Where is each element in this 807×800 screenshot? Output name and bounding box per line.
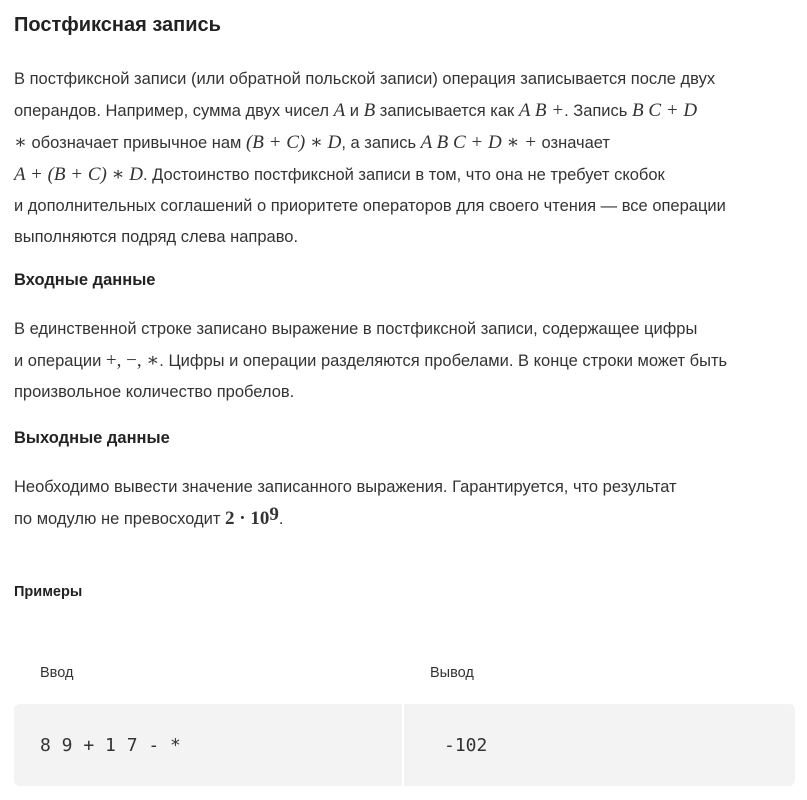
statement-text: обозначает привычное нам bbox=[26, 134, 246, 152]
examples-heading: Примеры bbox=[14, 584, 83, 600]
output-heading: Выходные данные bbox=[14, 429, 170, 447]
statement-text: . Достоинство постфиксной записи в том, что она не требует скобок bbox=[142, 166, 665, 184]
input-heading: Входные данные bbox=[14, 271, 156, 289]
statement-line-3 bbox=[14, 127, 799, 159]
statement-text: записывается как bbox=[375, 102, 519, 120]
math-exponent: 9 bbox=[269, 504, 279, 525]
output-line-1 bbox=[14, 472, 799, 503]
statement-text: выполняются подряд слева направо. bbox=[14, 228, 299, 246]
input-text: . Цифры и операции разделяются пробелами. В конце строки может быть bbox=[159, 352, 728, 370]
input-line-3 bbox=[14, 377, 799, 408]
math-bound: 2 · 10 bbox=[225, 508, 270, 529]
math-expr: A B C + D ∗ + bbox=[420, 132, 537, 153]
statement-text: В постфиксной записи (или обратной польской записи) операция записывается после двух bbox=[14, 70, 716, 88]
example-input-label: Ввод bbox=[40, 665, 74, 681]
input-text: и операции bbox=[14, 352, 106, 370]
statement-line-1 bbox=[14, 64, 799, 95]
example-table bbox=[14, 704, 795, 786]
math-expr: A B + bbox=[518, 100, 565, 121]
math-var: B bbox=[363, 100, 376, 121]
output-line-2 bbox=[14, 503, 799, 535]
statement-text: означает bbox=[536, 134, 610, 152]
output-text: по модулю не превосходит bbox=[14, 510, 225, 528]
statement-line-5 bbox=[14, 191, 799, 222]
example-output-label: Вывод bbox=[430, 665, 474, 681]
example-output-cell[interactable] bbox=[404, 704, 795, 786]
statement-text: и bbox=[345, 102, 364, 120]
math-ops: +, −, ∗ bbox=[105, 350, 160, 371]
input-text: произвольное количество пробелов. bbox=[14, 383, 295, 401]
math-var: A bbox=[333, 100, 346, 121]
output-text: . bbox=[278, 510, 284, 528]
example-input-cell[interactable] bbox=[14, 704, 402, 786]
math-expr: B C + D bbox=[631, 100, 698, 121]
input-line-2 bbox=[14, 345, 799, 377]
input-description bbox=[14, 314, 799, 408]
statement-line-4 bbox=[14, 159, 799, 191]
output-text: Необходимо вывести значение записанного выражения. Гарантируется, что результат bbox=[14, 478, 677, 496]
input-line-1 bbox=[14, 314, 799, 345]
statement-text: , а запись bbox=[341, 134, 421, 152]
statement-text: и дополнительных соглашений о приоритете операторов для своего чтения — все операции bbox=[14, 197, 726, 215]
problem-statement bbox=[14, 64, 799, 253]
problem-title: Постфиксная запись bbox=[14, 14, 221, 36]
statement-text: операндов. Например, сумма двух чисел bbox=[14, 102, 334, 120]
statement-line-6 bbox=[14, 222, 799, 253]
example-output-value: -102 bbox=[444, 734, 488, 756]
math-op: ∗ bbox=[14, 132, 27, 153]
statement-text: . Запись bbox=[564, 102, 632, 120]
math-expr: (B + C) ∗ D bbox=[245, 132, 342, 153]
example-input-value: 8 9 + 1 7 - * bbox=[40, 734, 181, 756]
output-description bbox=[14, 472, 799, 535]
input-text: В единственной строке записано выражение в постфиксной записи, содержащее цифры bbox=[14, 320, 698, 338]
statement-line-2 bbox=[14, 95, 799, 127]
math-expr: A + (B + C) ∗ D bbox=[14, 164, 143, 185]
